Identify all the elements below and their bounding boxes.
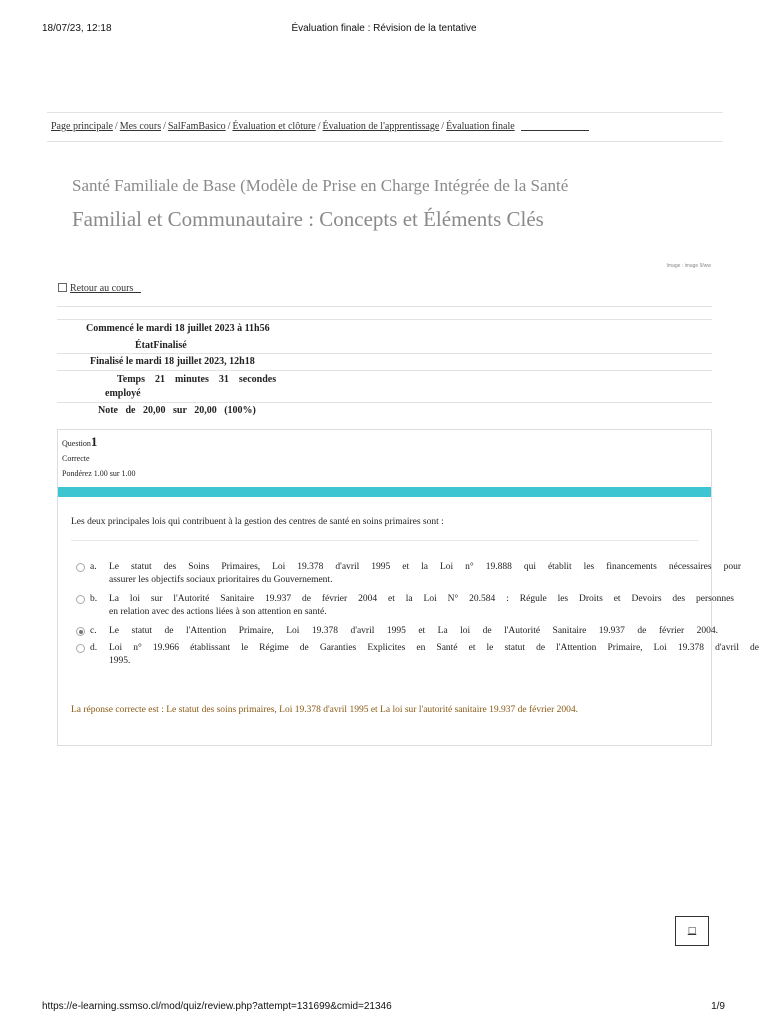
breadcrumb-item-home[interactable]: Page principale (51, 121, 113, 132)
print-header (0, 23, 768, 37)
summary-time: Temps 21 minutes 31 secondes (117, 374, 277, 385)
answer-text-line-2: en relation avec des actions liées à son attention en santé. (109, 607, 327, 617)
answer-text: Le statut des Soins Primaires, Loi 19.378 d'avril 1995 et la Loi n° 19.888 qui établit les financements nécessaires pour (109, 562, 741, 572)
breadcrumb-item-section[interactable]: Évaluation et clôture (232, 121, 316, 132)
course-title-line-2: Familial et Communautaire : Concepts et Éléments Clés (72, 207, 544, 231)
square-icon (58, 283, 67, 292)
attempt-summary (57, 306, 712, 419)
answer-radio-a[interactable] (76, 563, 85, 572)
answer-text-line-2: 1995. (109, 656, 131, 666)
breadcrumb-item-quiz[interactable]: Évaluation finale (446, 121, 515, 132)
question-card (57, 429, 759, 746)
answer-letter: d. (90, 643, 98, 653)
answer-text: Le statut de l'Attention Primaire, Loi 19.378 d'avril 1995 et La loi de l'Autorité Sanitaire 19.937 de février 2004. (109, 626, 718, 636)
answer-radio-b[interactable] (76, 595, 85, 604)
breadcrumb-item-course[interactable]: SalFamBasico (167, 121, 226, 132)
answer-text-line-2: assurer les objectifs sociaux prioritaires du Gouvernement. (109, 575, 333, 585)
question-info (62, 434, 136, 478)
correct-answer-feedback (58, 687, 711, 745)
question-grade: Pondérez 1.00 sur 1.00 (62, 469, 136, 478)
back-to-course-link[interactable] (58, 283, 141, 294)
question-text: Les deux principales lois qui contribuent à la gestion des centres de santé en soins primaires sont : (71, 517, 444, 527)
summary-time-label: employé (105, 388, 141, 399)
summary-started: Commencé le mardi 18 juillet 2023 à 11h56 (86, 323, 270, 334)
question-accent-bar (58, 487, 711, 497)
breadcrumb-item-my-courses[interactable]: Mes cours (119, 121, 162, 132)
print-page-number: 1/9 (711, 1001, 725, 1012)
scroll-to-top-button[interactable] (675, 916, 709, 946)
answer-radio-c[interactable] (76, 627, 85, 636)
feedback-text: La réponse correcte est : Le statut des soins primaires, Loi 19.378 d'avril 1995 et La loi sur l'autorité sanitaire 19.937 de février 2004. (71, 705, 579, 715)
summary-finished: Finalisé le mardi 18 juillet 2023, 12h18 (90, 356, 255, 367)
print-footer (0, 1001, 768, 1015)
print-url: https://e-learning.ssmso.cl/mod/quiz/review.php?attempt=131699&cmid=21346 (42, 1001, 392, 1012)
course-title-line-1: Santé Familiale de Base (Modèle de Prise en Charge Intégrée de la Santé (72, 176, 569, 195)
answer-text: Loi n° 19.966 établissant le Régime de Garanties Explicites en Santé et le statut de l'Attention Primaire, Loi 19.378 d'avril de (109, 643, 759, 653)
question-number: 1 (90, 434, 98, 449)
breadcrumb: Page principale / Mes cours / SalFamBasico / Évaluation et clôture / Évaluation de l'apprentissage / Évaluation finale (47, 112, 723, 142)
image-caption: Image : image 9/ww (666, 263, 711, 269)
summary-grade: Note de 20,00 sur 20,00 (100%) (98, 405, 256, 416)
print-title: Évaluation finale : Révision de la tentative (291, 23, 477, 34)
answer-letter: b. (90, 594, 98, 604)
up-arrow-icon: □ (687, 926, 697, 936)
print-date: 18/07/23, 12:18 (42, 23, 112, 34)
back-link-label: Retour au cours (70, 283, 134, 294)
answer-radio-d[interactable] (76, 644, 85, 653)
answer-letter: c. (90, 626, 97, 636)
answer-letter: a. (90, 562, 97, 572)
breadcrumb-item-subsection[interactable]: Évaluation de l'apprentissage (322, 121, 440, 132)
question-state: Correcte (62, 454, 90, 463)
answer-text: La loi sur l'Autorité Sanitaire 19.937 de février 2004 et la Loi N° 20.584 : Régule les Droits et Devoirs des personnes (109, 594, 734, 604)
summary-state: ÉtatFinalisé (135, 340, 187, 351)
question-number-label: Question (62, 439, 91, 448)
